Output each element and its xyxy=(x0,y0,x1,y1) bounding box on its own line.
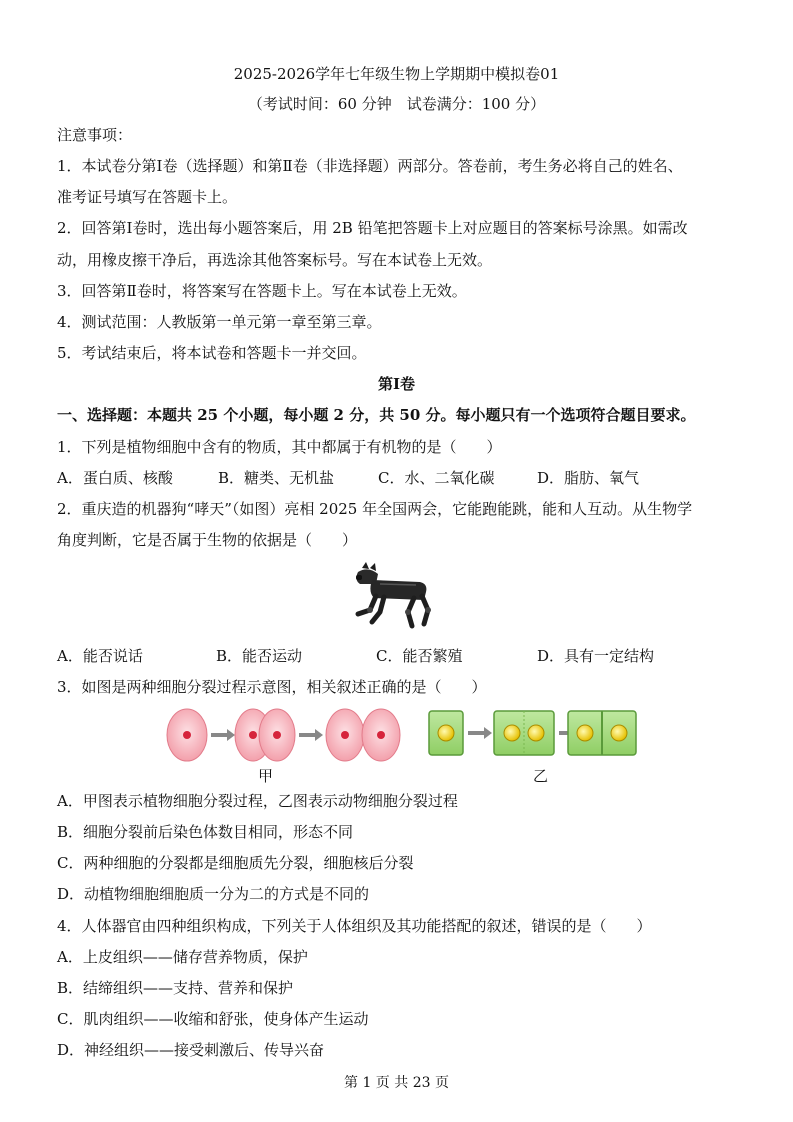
question-4-option-d[interactable]: D．神经组织——接受刺激后、传导兴奋 xyxy=(57,1041,325,1059)
notice-item: 动，用橡皮擦干净后，再选涂其他答案标号。写在本试卷上无效。 xyxy=(57,251,493,269)
question-2-stem-line2: 角度判断，它是否属于生物的依据是（ ） xyxy=(57,531,358,549)
notice-item: 准考证号填写在答题卡上。 xyxy=(57,188,238,206)
question-2-option-b[interactable]: B．能否运动 xyxy=(216,647,303,665)
question-2-stem-line1: 2．重庆造的机器狗“哮天”（如图）亮相 2025 年全国两会，它能跑能跳，能和人互动。从生物学 xyxy=(57,500,693,518)
question-4-option-a[interactable]: A．上皮组织——储存营养物质，保护 xyxy=(57,948,308,966)
question-1-option-a[interactable]: A．蛋白质、核酸 xyxy=(57,469,173,487)
question-4-option-b[interactable]: B．结缔组织——支持、营养和保护 xyxy=(57,979,294,997)
question-1-option-b[interactable]: B．糖类、无机盐 xyxy=(218,469,335,487)
question-3-option-b[interactable]: B．细胞分裂前后染色体数目相同，形态不同 xyxy=(57,823,354,841)
section-title: 第Ⅰ卷 xyxy=(377,375,416,393)
page-footer: 第 1 页 共 23 页 xyxy=(344,1075,449,1091)
section-heading: 一、选择题：本题共 25 个小题，每小题 2 分，共 50 分。每小题只有一个选项符合题目要求。 xyxy=(57,406,696,424)
question-1-option-d[interactable]: D．脂肪、氧气 xyxy=(537,469,640,487)
question-3-stem: 3．如图是两种细胞分裂过程示意图，相关叙述正确的是（ ） xyxy=(57,678,487,696)
question-1-option-c[interactable]: C．水、二氧化碳 xyxy=(378,469,495,487)
question-3-option-c[interactable]: C．两种细胞的分裂都是细胞质先分裂，细胞核后分裂 xyxy=(57,854,414,872)
notice-item: 2．回答第Ⅰ卷时，选出每小题答案后，用 2B 铅笔把答题卡上对应题目的答案标号涂黑。如需改 xyxy=(57,219,688,237)
figure-label-yi: 乙 xyxy=(533,767,549,785)
notice-item: 5．考试结束后，将本试卷和答题卡一并交回。 xyxy=(57,344,367,362)
exam-title: 2025-2026学年七年级生物上学期期中模拟卷01 xyxy=(233,65,560,83)
question-1-stem: 1．下列是植物细胞中含有的物质，其中都属于有机物的是（ ） xyxy=(57,438,502,456)
question-4-option-c[interactable]: C．肌肉组织——收缩和舒张，使身体产生运动 xyxy=(57,1010,369,1028)
notice-heading: 注意事项： xyxy=(57,126,133,144)
question-2-option-d[interactable]: D．具有一定结构 xyxy=(537,647,655,665)
question-4-stem: 4．人体器官由四种组织构成，下列关于人体组织及其功能搭配的叙述，错误的是（ ） xyxy=(57,917,652,935)
question-2-option-c[interactable]: C．能否繁殖 xyxy=(376,647,463,665)
question-3-option-d[interactable]: D．动植物细胞细胞质一分为二的方式是不同的 xyxy=(57,885,370,903)
question-2-option-a[interactable]: A．能否说话 xyxy=(57,647,143,665)
notice-item: 3．回答第Ⅱ卷时，将答案写在答题卡上。写在本试卷上无效。 xyxy=(57,282,467,300)
question-3-option-a[interactable]: A．甲图表示植物细胞分裂过程，乙图表示动物细胞分裂过程 xyxy=(57,792,458,810)
robot-dog-image xyxy=(350,562,434,632)
notice-item: 1．本试卷分第Ⅰ卷（选择题）和第Ⅱ卷（非选择题）两部分。答卷前，考生务必将自己的姓名、 xyxy=(57,157,683,175)
animal-cell-division-figure xyxy=(165,705,405,765)
plant-cell-division-figure xyxy=(428,707,638,759)
notice-item: 4．测试范围：人教版第一单元第一章至第三章。 xyxy=(57,313,382,331)
figure-label-jia: 甲 xyxy=(258,767,274,785)
exam-subtitle: （考试时间：60 分钟 试卷满分：100 分） xyxy=(247,95,546,113)
